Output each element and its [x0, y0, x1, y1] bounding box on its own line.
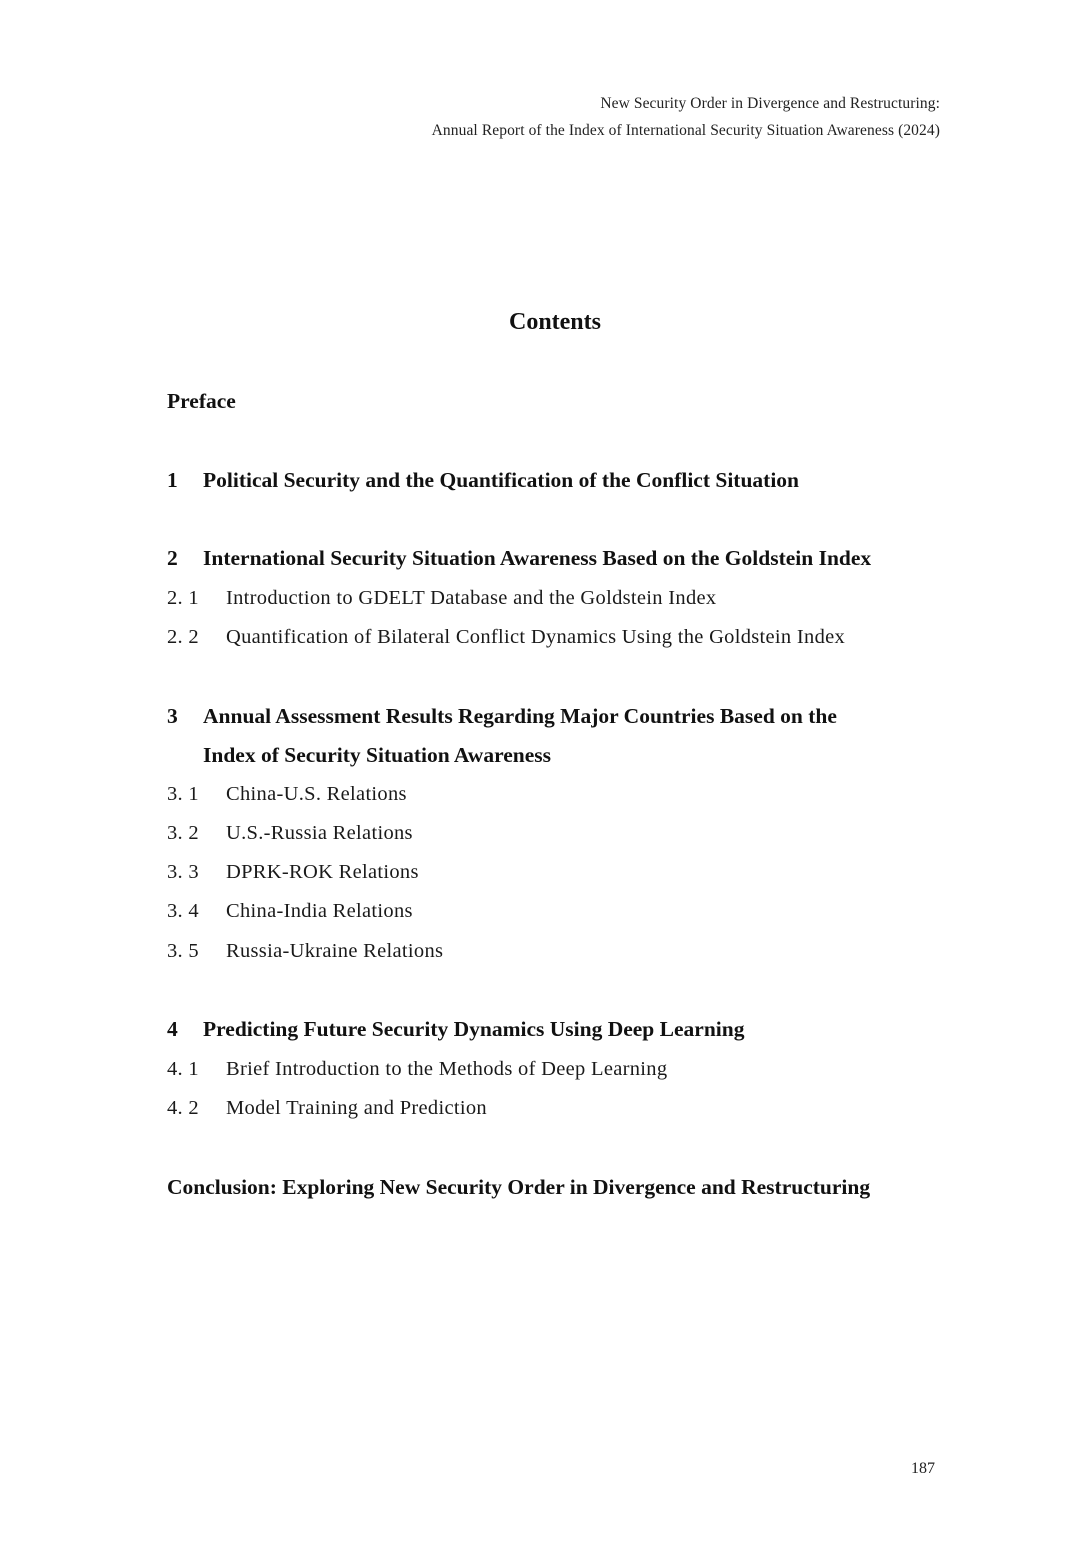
running-header-line-2: Annual Report of the Index of International Security Situation Awareness (2024)	[431, 122, 940, 139]
toc-section-3-4[interactable]	[167, 892, 413, 931]
toc-section-3-5[interactable]	[167, 932, 443, 971]
section-number: 2. 2	[167, 626, 199, 648]
toc-section-3-2[interactable]	[167, 814, 413, 853]
chapter-title: Predicting Future Security Dynamics Using Deep Learning	[203, 1017, 745, 1041]
toc-conclusion-label: Conclusion: Exploring New Security Order in Divergence and Restructuring	[167, 1175, 871, 1199]
running-header-line-1: New Security Order in Divergence and Restructuring:	[600, 95, 940, 112]
section-number: 2. 1	[167, 587, 199, 609]
chapter-title: International Security Situation Awareness Based on the Goldstein Index	[203, 546, 872, 570]
toc-chapter-4[interactable]	[167, 1010, 744, 1049]
toc-section-4-2[interactable]	[167, 1089, 487, 1128]
section-number: 3. 5	[167, 940, 199, 962]
toc-section-4-1[interactable]	[167, 1050, 667, 1089]
toc-section-3-1[interactable]	[167, 775, 407, 814]
toc-chapter-3-continued[interactable]	[167, 736, 551, 775]
toc-chapter-3[interactable]	[167, 697, 837, 736]
toc-section-2-2[interactable]	[167, 618, 845, 657]
toc-section-2-1[interactable]	[167, 579, 716, 618]
page-number: 187	[911, 1460, 935, 1477]
section-title: U.S.-Russia Relations	[226, 822, 413, 844]
chapter-number: 4	[167, 1017, 178, 1041]
section-title: Model Training and Prediction	[226, 1097, 487, 1119]
section-number: 3. 1	[167, 783, 199, 805]
chapter-number: 3	[167, 704, 178, 728]
section-title: DPRK-ROK Relations	[226, 861, 419, 883]
section-title: Introduction to GDELT Database and the Goldstein Index	[226, 587, 717, 609]
section-number: 3. 4	[167, 900, 199, 922]
toc-section-3-3[interactable]	[167, 853, 419, 892]
section-number: 4. 2	[167, 1097, 199, 1119]
chapter-title: Annual Assessment Results Regarding Major Countries Based on the	[203, 704, 837, 728]
section-title: Quantification of Bilateral Conflict Dynamics Using the Goldstein Index	[226, 626, 846, 648]
toc-chapter-1[interactable]	[167, 461, 799, 500]
toc-preface[interactable]	[167, 382, 236, 421]
toc-chapter-2[interactable]	[167, 539, 871, 578]
page-title: Contents	[508, 309, 601, 335]
chapter-number: 2	[167, 546, 178, 570]
chapter-title: Political Security and the Quantification of the Conflict Situation	[203, 468, 800, 492]
toc-preface-label: Preface	[167, 389, 236, 413]
section-title: China-U.S. Relations	[226, 783, 407, 805]
chapter-title-continued: Index of Security Situation Awareness	[203, 743, 551, 767]
section-title: Russia-Ukraine Relations	[226, 940, 444, 962]
section-number: 3. 3	[167, 861, 199, 883]
section-title: Brief Introduction to the Methods of Deep Learning	[226, 1058, 668, 1080]
running-header	[432, 90, 940, 144]
section-number: 3. 2	[167, 822, 199, 844]
toc-conclusion[interactable]	[167, 1168, 870, 1207]
section-number: 4. 1	[167, 1058, 199, 1080]
chapter-number: 1	[167, 468, 178, 492]
section-title: China-India Relations	[226, 900, 413, 922]
